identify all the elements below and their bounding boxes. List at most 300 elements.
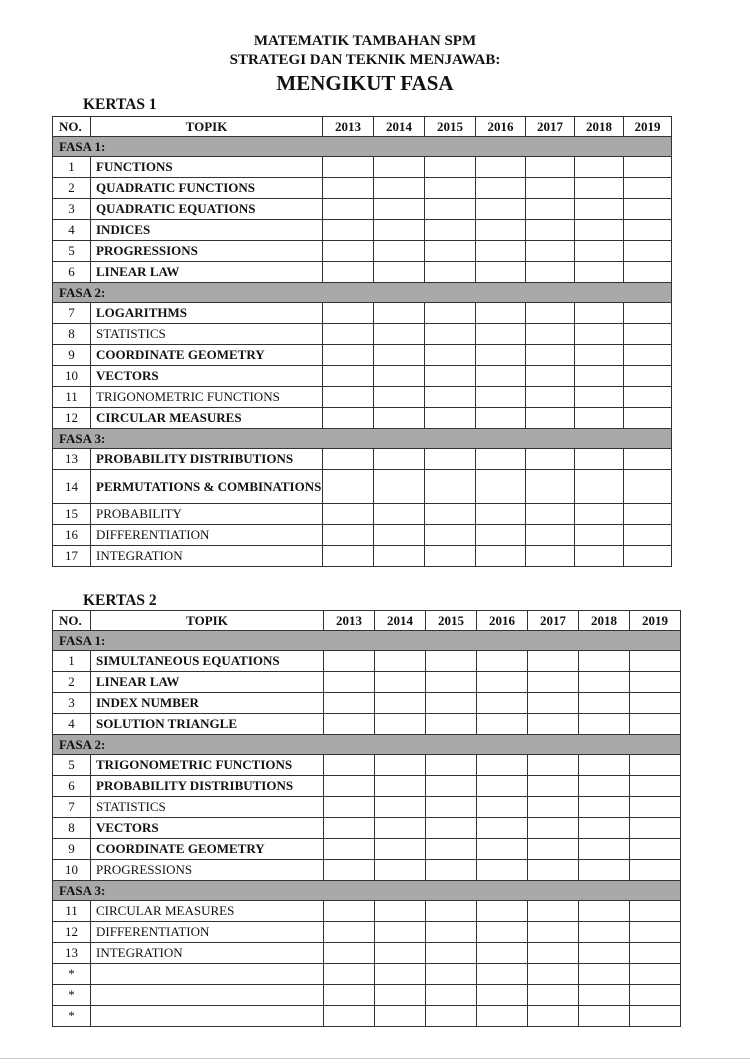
year-check-cell[interactable] [575, 408, 624, 429]
year-check-cell[interactable] [477, 651, 528, 672]
year-check-cell[interactable] [374, 449, 425, 470]
year-check-cell[interactable] [528, 797, 579, 818]
year-check-cell[interactable] [375, 1006, 426, 1027]
year-check-cell[interactable] [476, 157, 526, 178]
topic-row [53, 504, 672, 525]
year-check-cell[interactable] [528, 964, 579, 985]
year-check-cell[interactable] [526, 199, 575, 220]
year-check-cell[interactable] [526, 546, 575, 567]
year-check-cell[interactable] [630, 693, 681, 714]
year-check-cell[interactable] [425, 324, 476, 345]
year-check-cell[interactable] [375, 755, 426, 776]
year-check-cell[interactable] [374, 470, 425, 504]
year-check-cell[interactable] [477, 776, 528, 797]
year-check-cell[interactable] [476, 345, 526, 366]
year-check-cell[interactable] [477, 922, 528, 943]
topic-row [53, 901, 681, 922]
year-check-cell[interactable] [630, 860, 681, 881]
year-check-cell[interactable] [526, 470, 575, 504]
year-check-cell[interactable] [323, 504, 374, 525]
year-check-cell[interactable] [575, 157, 624, 178]
year-check-cell[interactable] [630, 776, 681, 797]
year-check-cell[interactable] [528, 818, 579, 839]
year-check-cell[interactable] [579, 755, 630, 776]
year-check-cell[interactable] [425, 546, 476, 567]
year-check-cell[interactable] [374, 324, 425, 345]
year-check-cell[interactable] [624, 345, 672, 366]
year-check-cell[interactable] [324, 672, 375, 693]
year-check-cell[interactable] [528, 922, 579, 943]
year-check-cell[interactable] [324, 943, 375, 964]
year-check-cell[interactable] [575, 345, 624, 366]
year-check-cell[interactable] [476, 449, 526, 470]
year-check-cell[interactable] [579, 901, 630, 922]
year-check-cell[interactable] [425, 241, 476, 262]
year-check-cell[interactable] [323, 470, 374, 504]
year-check-cell[interactable] [476, 199, 526, 220]
year-check-cell[interactable] [630, 964, 681, 985]
year-check-cell[interactable] [624, 324, 672, 345]
year-check-cell[interactable] [375, 797, 426, 818]
row-number: 14 [53, 470, 91, 504]
year-check-cell[interactable] [579, 943, 630, 964]
year-check-cell[interactable] [425, 408, 476, 429]
year-check-cell[interactable] [575, 470, 624, 504]
topic-row [53, 693, 681, 714]
year-check-cell[interactable] [476, 525, 526, 546]
year-check-cell[interactable] [374, 525, 425, 546]
year-check-cell[interactable] [630, 651, 681, 672]
topic-name: VECTORS [91, 366, 323, 387]
year-check-cell[interactable] [425, 157, 476, 178]
year-check-cell[interactable] [375, 776, 426, 797]
year-check-cell[interactable] [575, 199, 624, 220]
topic-row [53, 964, 681, 985]
year-check-cell[interactable] [575, 449, 624, 470]
year-check-cell[interactable] [476, 504, 526, 525]
year-check-cell[interactable] [476, 262, 526, 283]
year-check-cell[interactable] [323, 303, 374, 324]
year-check-cell[interactable] [324, 860, 375, 881]
year-check-cell[interactable] [425, 199, 476, 220]
column-header-year: 2018 [579, 611, 630, 631]
year-check-cell[interactable] [426, 776, 477, 797]
year-check-cell[interactable] [579, 818, 630, 839]
year-check-cell[interactable] [624, 303, 672, 324]
year-check-cell[interactable] [476, 178, 526, 199]
year-check-cell[interactable] [630, 714, 681, 735]
year-check-cell[interactable] [624, 525, 672, 546]
year-check-cell[interactable] [374, 366, 425, 387]
topic-row [53, 797, 681, 818]
paper-2-label: KERTAS 2 [83, 592, 157, 609]
year-check-cell[interactable] [425, 449, 476, 470]
topic-name: QUADRATIC FUNCTIONS [91, 178, 323, 199]
year-check-cell[interactable] [324, 651, 375, 672]
topic-name: PROGRESSIONS [91, 860, 324, 881]
year-check-cell[interactable] [579, 672, 630, 693]
year-check-cell[interactable] [375, 922, 426, 943]
year-check-cell[interactable] [426, 839, 477, 860]
year-check-cell[interactable] [324, 839, 375, 860]
column-header-year: 2018 [575, 117, 624, 137]
year-check-cell[interactable] [375, 860, 426, 881]
year-check-cell[interactable] [624, 366, 672, 387]
year-check-cell[interactable] [477, 943, 528, 964]
year-check-cell[interactable] [375, 651, 426, 672]
year-check-cell[interactable] [630, 672, 681, 693]
year-check-cell[interactable] [526, 408, 575, 429]
year-check-cell[interactable] [426, 922, 477, 943]
phase-label: FASA 3: [53, 881, 681, 901]
year-check-cell[interactable] [575, 241, 624, 262]
topic-row [53, 387, 672, 408]
year-check-cell[interactable] [425, 303, 476, 324]
topic-row [53, 178, 672, 199]
year-check-cell[interactable] [324, 985, 375, 1006]
header-row [53, 611, 681, 631]
year-check-cell[interactable] [374, 220, 425, 241]
year-check-cell[interactable] [375, 672, 426, 693]
year-check-cell[interactable] [476, 220, 526, 241]
topic-row [53, 157, 672, 178]
year-check-cell[interactable] [323, 366, 374, 387]
year-check-cell[interactable] [323, 220, 374, 241]
topic-name: LOGARITHMS [91, 303, 323, 324]
year-check-cell[interactable] [426, 818, 477, 839]
year-check-cell[interactable] [375, 693, 426, 714]
topic-name: SOLUTION TRIANGLE [91, 714, 324, 735]
year-check-cell[interactable] [323, 408, 374, 429]
topic-name: LINEAR LAW [91, 672, 324, 693]
topic-name: INTEGRATION [91, 546, 323, 567]
phase-row [53, 283, 672, 303]
year-check-cell[interactable] [476, 408, 526, 429]
year-check-cell[interactable] [630, 797, 681, 818]
topic-name [91, 964, 324, 985]
year-check-cell[interactable] [477, 797, 528, 818]
year-check-cell[interactable] [528, 1006, 579, 1027]
year-check-cell[interactable] [374, 199, 425, 220]
topic-name: LINEAR LAW [91, 262, 323, 283]
year-check-cell[interactable] [375, 964, 426, 985]
year-check-cell[interactable] [425, 220, 476, 241]
year-check-cell[interactable] [426, 1006, 477, 1027]
year-check-cell[interactable] [528, 860, 579, 881]
year-check-cell[interactable] [624, 546, 672, 567]
year-check-cell[interactable] [630, 1006, 681, 1027]
row-number: 7 [53, 797, 91, 818]
year-check-cell[interactable] [425, 504, 476, 525]
topic-name: COORDINATE GEOMETRY [91, 345, 323, 366]
year-check-cell[interactable] [526, 220, 575, 241]
year-check-cell[interactable] [477, 1006, 528, 1027]
row-number: 3 [53, 199, 91, 220]
year-check-cell[interactable] [375, 985, 426, 1006]
year-check-cell[interactable] [425, 345, 476, 366]
year-check-cell[interactable] [624, 157, 672, 178]
topic-row [53, 860, 681, 881]
year-check-cell[interactable] [374, 504, 425, 525]
year-check-cell[interactable] [579, 714, 630, 735]
year-check-cell[interactable] [630, 839, 681, 860]
year-check-cell[interactable] [630, 943, 681, 964]
year-check-cell[interactable] [477, 860, 528, 881]
year-check-cell[interactable] [426, 860, 477, 881]
phase-label: FASA 2: [53, 283, 672, 303]
year-check-cell[interactable] [528, 776, 579, 797]
year-check-cell[interactable] [575, 220, 624, 241]
year-check-cell[interactable] [575, 324, 624, 345]
year-check-cell[interactable] [630, 818, 681, 839]
year-check-cell[interactable] [624, 449, 672, 470]
year-check-cell[interactable] [476, 546, 526, 567]
year-check-cell[interactable] [477, 985, 528, 1006]
year-check-cell[interactable] [425, 525, 476, 546]
year-check-cell[interactable] [323, 525, 374, 546]
year-check-cell[interactable] [528, 839, 579, 860]
year-check-cell[interactable] [323, 449, 374, 470]
row-number: 11 [53, 387, 91, 408]
year-check-cell[interactable] [426, 672, 477, 693]
year-check-cell[interactable] [526, 324, 575, 345]
year-check-cell[interactable] [476, 303, 526, 324]
column-header-year: 2017 [526, 117, 575, 137]
year-check-cell[interactable] [374, 178, 425, 199]
year-check-cell[interactable] [575, 178, 624, 199]
year-check-cell[interactable] [630, 901, 681, 922]
row-number: 1 [53, 651, 91, 672]
year-check-cell[interactable] [624, 220, 672, 241]
document-heading: MENGIKUT FASA [276, 71, 454, 95]
year-check-cell[interactable] [526, 525, 575, 546]
year-check-cell[interactable] [526, 345, 575, 366]
year-check-cell[interactable] [324, 922, 375, 943]
topic-row [53, 1006, 681, 1027]
column-header-year: 2017 [528, 611, 579, 631]
year-check-cell[interactable] [526, 241, 575, 262]
topic-name: DIFFERENTIATION [91, 525, 323, 546]
year-check-cell[interactable] [425, 178, 476, 199]
year-check-cell[interactable] [374, 241, 425, 262]
year-check-cell[interactable] [323, 345, 374, 366]
year-check-cell[interactable] [579, 964, 630, 985]
year-check-cell[interactable] [477, 714, 528, 735]
year-check-cell[interactable] [426, 943, 477, 964]
year-check-cell[interactable] [323, 262, 374, 283]
year-check-cell[interactable] [426, 985, 477, 1006]
row-number: 10 [53, 860, 91, 881]
year-check-cell[interactable] [575, 366, 624, 387]
year-check-cell[interactable] [426, 651, 477, 672]
year-check-cell[interactable] [477, 901, 528, 922]
topic-row [53, 220, 672, 241]
column-header-topic: TOPIK [91, 117, 323, 137]
year-check-cell[interactable] [375, 839, 426, 860]
phase-row [53, 631, 681, 651]
year-check-cell[interactable] [426, 755, 477, 776]
year-check-cell[interactable] [425, 262, 476, 283]
year-check-cell[interactable] [526, 366, 575, 387]
year-check-cell[interactable] [477, 839, 528, 860]
year-check-cell[interactable] [323, 387, 374, 408]
year-check-cell[interactable] [630, 985, 681, 1006]
year-check-cell[interactable] [528, 714, 579, 735]
row-number: 17 [53, 546, 91, 567]
year-check-cell[interactable] [324, 693, 375, 714]
paper-2-table [52, 610, 681, 1027]
year-check-cell[interactable] [426, 901, 477, 922]
year-check-cell[interactable] [575, 525, 624, 546]
year-check-cell[interactable] [528, 943, 579, 964]
year-check-cell[interactable] [374, 262, 425, 283]
year-check-cell[interactable] [528, 651, 579, 672]
year-check-cell[interactable] [375, 714, 426, 735]
year-check-cell[interactable] [476, 366, 526, 387]
year-check-cell[interactable] [476, 241, 526, 262]
column-header-year: 2019 [630, 611, 681, 631]
year-check-cell[interactable] [624, 387, 672, 408]
phase-label: FASA 1: [53, 631, 681, 651]
topic-row [53, 449, 672, 470]
year-check-cell[interactable] [476, 387, 526, 408]
year-check-cell[interactable] [630, 922, 681, 943]
year-check-cell[interactable] [526, 157, 575, 178]
year-check-cell[interactable] [323, 157, 374, 178]
topic-row [53, 324, 672, 345]
year-check-cell[interactable] [575, 504, 624, 525]
phase-label: FASA 3: [53, 429, 672, 449]
year-check-cell[interactable] [324, 714, 375, 735]
year-check-cell[interactable] [526, 449, 575, 470]
year-check-cell[interactable] [575, 303, 624, 324]
year-check-cell[interactable] [624, 262, 672, 283]
year-check-cell[interactable] [426, 714, 477, 735]
row-number: 6 [53, 262, 91, 283]
year-check-cell[interactable] [324, 1006, 375, 1027]
year-check-cell[interactable] [579, 839, 630, 860]
topic-name: PROBABILITY [91, 504, 323, 525]
year-check-cell[interactable] [477, 693, 528, 714]
topic-name: FUNCTIONS [91, 157, 323, 178]
year-check-cell[interactable] [426, 797, 477, 818]
topic-name: TRIGONOMETRIC FUNCTIONS [91, 755, 324, 776]
year-check-cell[interactable] [323, 241, 374, 262]
year-check-cell[interactable] [425, 387, 476, 408]
year-check-cell[interactable] [477, 672, 528, 693]
year-check-cell[interactable] [323, 546, 374, 567]
year-check-cell[interactable] [579, 776, 630, 797]
year-check-cell[interactable] [374, 303, 425, 324]
year-check-cell[interactable] [528, 985, 579, 1006]
topic-row [53, 470, 672, 504]
year-check-cell[interactable] [425, 366, 476, 387]
row-number: 13 [53, 449, 91, 470]
year-check-cell[interactable] [528, 672, 579, 693]
year-check-cell[interactable] [526, 262, 575, 283]
year-check-cell[interactable] [575, 262, 624, 283]
year-check-cell[interactable] [526, 178, 575, 199]
year-check-cell[interactable] [375, 943, 426, 964]
column-header-year: 2016 [477, 611, 528, 631]
year-check-cell[interactable] [575, 546, 624, 567]
year-check-cell[interactable] [477, 818, 528, 839]
year-check-cell[interactable] [526, 504, 575, 525]
year-check-cell[interactable] [476, 324, 526, 345]
topic-name: CIRCULAR MEASURES [91, 408, 323, 429]
topic-name: INTEGRATION [91, 943, 324, 964]
row-number: 11 [53, 901, 91, 922]
year-check-cell[interactable] [374, 387, 425, 408]
year-check-cell[interactable] [624, 241, 672, 262]
year-check-cell[interactable] [579, 651, 630, 672]
year-check-cell[interactable] [374, 345, 425, 366]
year-check-cell[interactable] [374, 408, 425, 429]
year-check-cell[interactable] [528, 755, 579, 776]
topic-row [53, 241, 672, 262]
year-check-cell[interactable] [324, 776, 375, 797]
year-check-cell[interactable] [323, 324, 374, 345]
year-check-cell[interactable] [579, 860, 630, 881]
year-check-cell[interactable] [324, 797, 375, 818]
year-check-cell[interactable] [477, 755, 528, 776]
topic-row [53, 839, 681, 860]
year-check-cell[interactable] [477, 964, 528, 985]
year-check-cell[interactable] [374, 157, 425, 178]
year-check-cell[interactable] [624, 199, 672, 220]
year-check-cell[interactable] [528, 901, 579, 922]
row-number: 2 [53, 672, 91, 693]
year-check-cell[interactable] [526, 303, 575, 324]
year-check-cell[interactable] [375, 901, 426, 922]
year-check-cell[interactable] [476, 470, 526, 504]
year-check-cell[interactable] [324, 818, 375, 839]
year-check-cell[interactable] [374, 546, 425, 567]
year-check-cell[interactable] [624, 178, 672, 199]
year-check-cell[interactable] [579, 922, 630, 943]
year-check-cell[interactable] [526, 387, 575, 408]
year-check-cell[interactable] [575, 387, 624, 408]
year-check-cell[interactable] [624, 470, 672, 504]
page-edge-divider [0, 1058, 750, 1059]
topic-row [53, 546, 672, 567]
year-check-cell[interactable] [630, 755, 681, 776]
year-check-cell[interactable] [579, 797, 630, 818]
row-number: 4 [53, 714, 91, 735]
year-check-cell[interactable] [528, 693, 579, 714]
year-check-cell[interactable] [323, 199, 374, 220]
year-check-cell[interactable] [579, 985, 630, 1006]
year-check-cell[interactable] [426, 964, 477, 985]
phase-row [53, 137, 672, 157]
year-check-cell[interactable] [579, 693, 630, 714]
row-number: 15 [53, 504, 91, 525]
year-check-cell[interactable] [624, 504, 672, 525]
year-check-cell[interactable] [425, 470, 476, 504]
year-check-cell[interactable] [426, 693, 477, 714]
topic-name: PERMUTATIONS & COMBINATIONS [91, 470, 323, 504]
paper-1-table [52, 116, 672, 567]
year-check-cell[interactable] [579, 1006, 630, 1027]
year-check-cell[interactable] [324, 964, 375, 985]
year-check-cell[interactable] [324, 755, 375, 776]
year-check-cell[interactable] [375, 818, 426, 839]
year-check-cell[interactable] [624, 408, 672, 429]
year-check-cell[interactable] [324, 901, 375, 922]
year-check-cell[interactable] [323, 178, 374, 199]
topic-row [53, 985, 681, 1006]
topic-row [53, 672, 681, 693]
